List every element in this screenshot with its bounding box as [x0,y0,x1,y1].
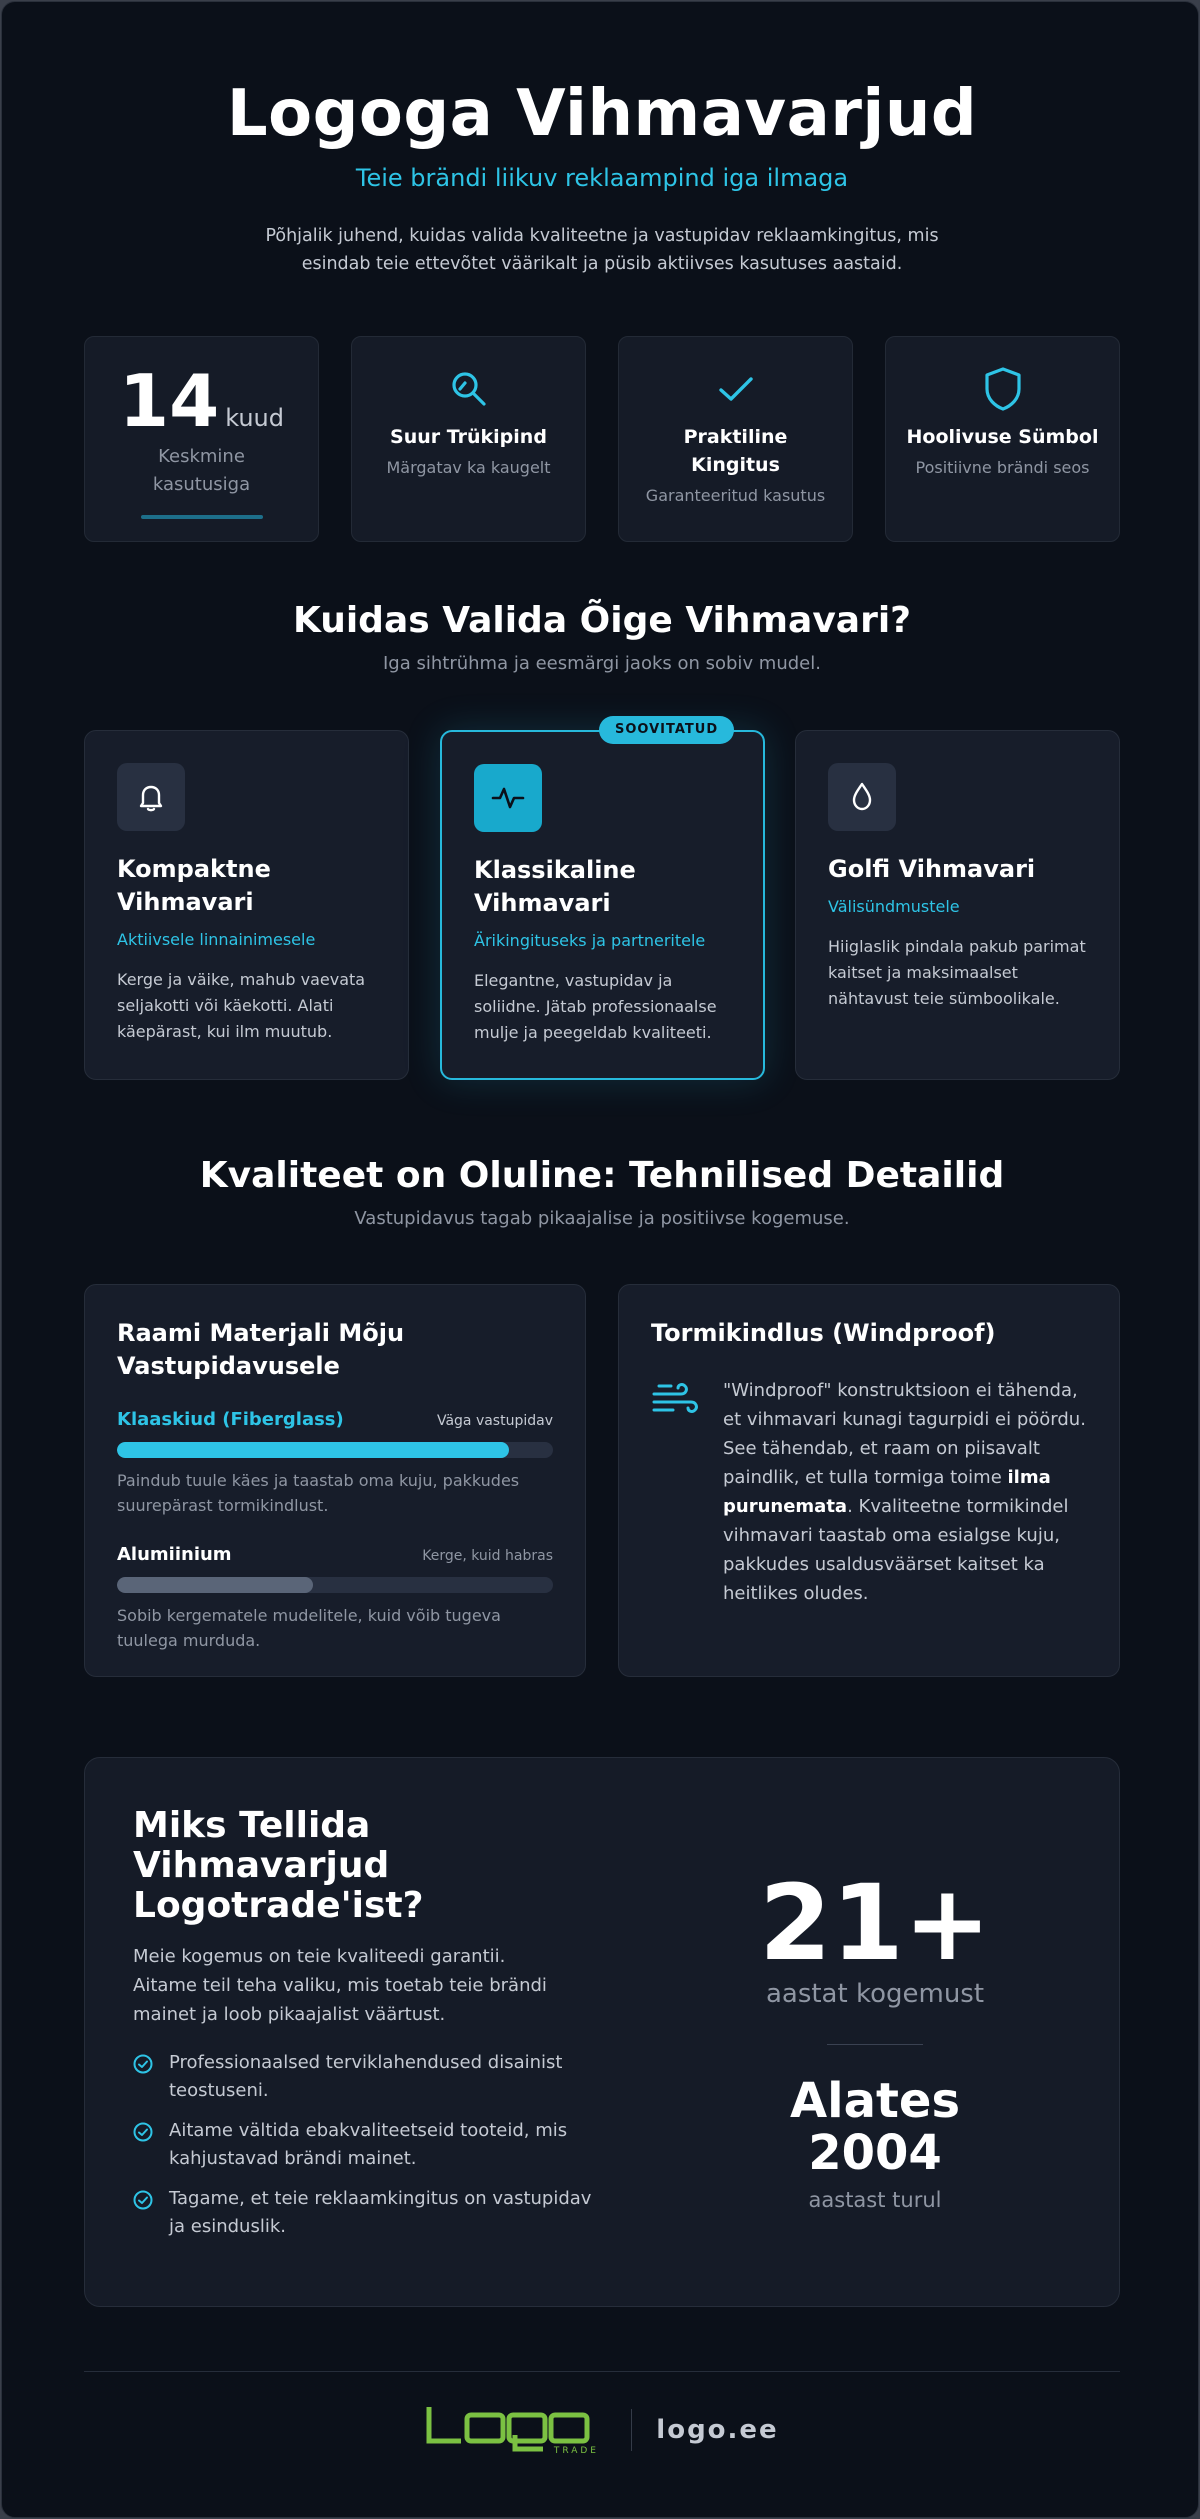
list-item [133,2049,603,2105]
windproof-text-part: . Kvaliteetne tormikindel vihmavari taastab oma esialgse kuju, pakkudes usaldusväärset kaitset ka heitlikes oludes. [723,1496,1069,1604]
stat-title: Hoolivuse Sümbol [906,426,1099,448]
material-text: Paindub tuule käes ja taastab oma kuju, pakkudes suurepärast tormikindlust. [117,1471,520,1515]
footer-divider [84,2371,1120,2372]
material-name: Alumiinium [117,1544,232,1565]
model-card-compact [84,730,409,1080]
stat-card-print-area [351,336,586,542]
model-desc: Kerge ja väike, mahub vaevata seljakotti või käekotti. Alati käepärast, kui ilm muutub. [117,970,366,1041]
check-circle-icon [133,2185,169,2241]
quality-heading [84,1152,1120,1232]
model-desc: Elegantne, vastupidav ja soliidne. Jätab professionaalse mulje ja peegeldab kvaliteeti. [474,971,717,1042]
model-tag: Ärikingituseks ja partneritele [474,931,706,950]
model-title: Kompaktne Vihmavari [117,855,271,916]
section-title: Miks Tellida Vihmavarjud Logotrade'ist? [133,1805,424,1926]
stat-card-lifespan [84,336,319,542]
windproof-text-part: "Windproof" konstruktsioon ei tähenda, et vihmavari kunagi tagurpidi ei pöördu. See tähendab, et raam on piisavalt paindlik, et tulla tormiga toime [723,1380,1086,1488]
stats-row [84,336,1120,542]
years-value: 21+ [759,1862,991,1984]
section-title: Kuidas Valida Õige Vihmavari? [292,600,912,641]
list-item [133,2117,603,2173]
droplet-icon [828,763,896,831]
bell-icon [117,763,185,831]
material-row-aluminium [117,1544,553,1653]
logo-text: logo [425,2405,428,2406]
list-item-text: Professionaalsed terviklahendused disainist teostuseni. [169,2052,563,2101]
model-tag: Välisündmustele [828,897,960,916]
windproof-text [723,1376,1087,1608]
stat-card-care [885,336,1120,542]
wind-icon [651,1376,723,1608]
section-title: Kvaliteet on Oluline: Tehnilised Detailid [199,1155,1005,1196]
list-item [133,2185,603,2241]
tech-row [84,1284,1120,1677]
stat-title: Suur Trükipind [390,426,547,448]
search-icon [352,365,585,413]
stat-desc: Positiivne brändi seos [915,458,1090,477]
durability-bar [117,1442,553,1458]
since-value: Alates 2004 [789,2073,961,2181]
shield-icon [886,365,1119,413]
stat-title: Praktiline Kingitus [683,426,788,476]
stat-desc: Märgatav ka kaugelt [386,458,551,477]
stat-value: 14 [118,359,220,443]
model-tag: Aktiivsele linnainimesele [117,930,316,949]
recommended-badge: SOOVITATUD [599,716,734,744]
windproof-text-bold: ilma purunemata [723,1467,1051,1517]
check-circle-icon [133,2117,169,2173]
why-list [133,2049,603,2241]
stat-underline [141,515,263,519]
stat-desc: Garanteeritud kasutus [645,486,826,505]
experience-stats [705,1862,1045,2213]
material-text: Sobib kergematele mudelitele, kuid võib tugeva tuulega murduda. [117,1606,501,1650]
logo-sub: TRADE [554,2446,600,2455]
page-title: Logoga Vihmavarjud [226,77,978,151]
stat-card-practical [618,336,853,542]
why-text: Meie kogemus on teie kvaliteedi garantii. Aitame teil teha valiku, mis toetab teie brändi mainet ja loob pikaajalist väärtust. [133,1946,547,2025]
card-title: Tormikindlus (Windproof) [651,1319,996,1347]
hero [84,72,1120,278]
model-title: Klassikaline Vihmavari [474,856,636,917]
model-card-classic [440,722,765,1080]
material-note: Väga vastupidav [436,1413,553,1429]
footer-separator [631,2409,632,2451]
site-link[interactable]: logo.ee [656,2415,779,2445]
choose-heading [84,597,1120,677]
divider [827,2044,923,2045]
list-item-text: Aitame vältida ebakvaliteetseid tooteid, mis kahjustavad brändi mainet. [169,2120,568,2169]
card-title: Raami Materjali Mõju Vastupidavusele [117,1319,405,1380]
list-item-text: Tagame, et teie reklaamkingitus on vastupidav ja esinduslik. [169,2188,592,2237]
material-row-fiberglass [117,1409,553,1518]
model-card-golf [795,730,1120,1080]
durability-bar [117,1577,553,1593]
section-subtitle: Vastupidavus tagab pikaajalise ja positiivse kogemuse. [354,1208,850,1229]
stat-unit: kuud [225,404,285,432]
material-note: Kerge, kuid habras [422,1548,553,1564]
check-circle-icon [133,2049,169,2105]
stat-label: Keskmine kasutusiga [152,446,251,495]
durability-bar-fill [117,1442,509,1458]
footer [84,2400,1120,2460]
page-subtitle: Teie brändi liikuv reklaampind iga ilmaga [355,164,849,192]
windproof-card [618,1284,1120,1677]
durability-bar-fill [117,1577,313,1593]
logotrade-logo[interactable] [425,2405,601,2455]
frame-material-card [84,1284,586,1677]
section-subtitle: Iga sihtrühma ja eesmärgi jaoks on sobiv mudel. [383,653,821,674]
models-row [84,722,1120,1080]
model-title: Golfi Vihmavari [828,855,1036,883]
page [1,1,1199,2518]
intro-text: Põhjalik juhend, kuidas valida kvaliteetne ja vastupidav reklaamkingitus, mis esindab teie ettevõtet väärikalt ja püsib aktiivses kasutuses aastaid. [265,226,939,274]
material-name: Klaaskiud (Fiberglass) [117,1409,344,1430]
model-desc: Hiiglaslik pindala pakub parimat kaitset ja maksimaalset nähtavust teie sümboolikale. [828,937,1086,1008]
activity-icon [474,764,542,832]
why-section [84,1757,1120,2307]
years-label: aastat kogemust [765,1979,985,2009]
check-icon [619,365,852,413]
since-label: aastast turul [808,2188,942,2212]
